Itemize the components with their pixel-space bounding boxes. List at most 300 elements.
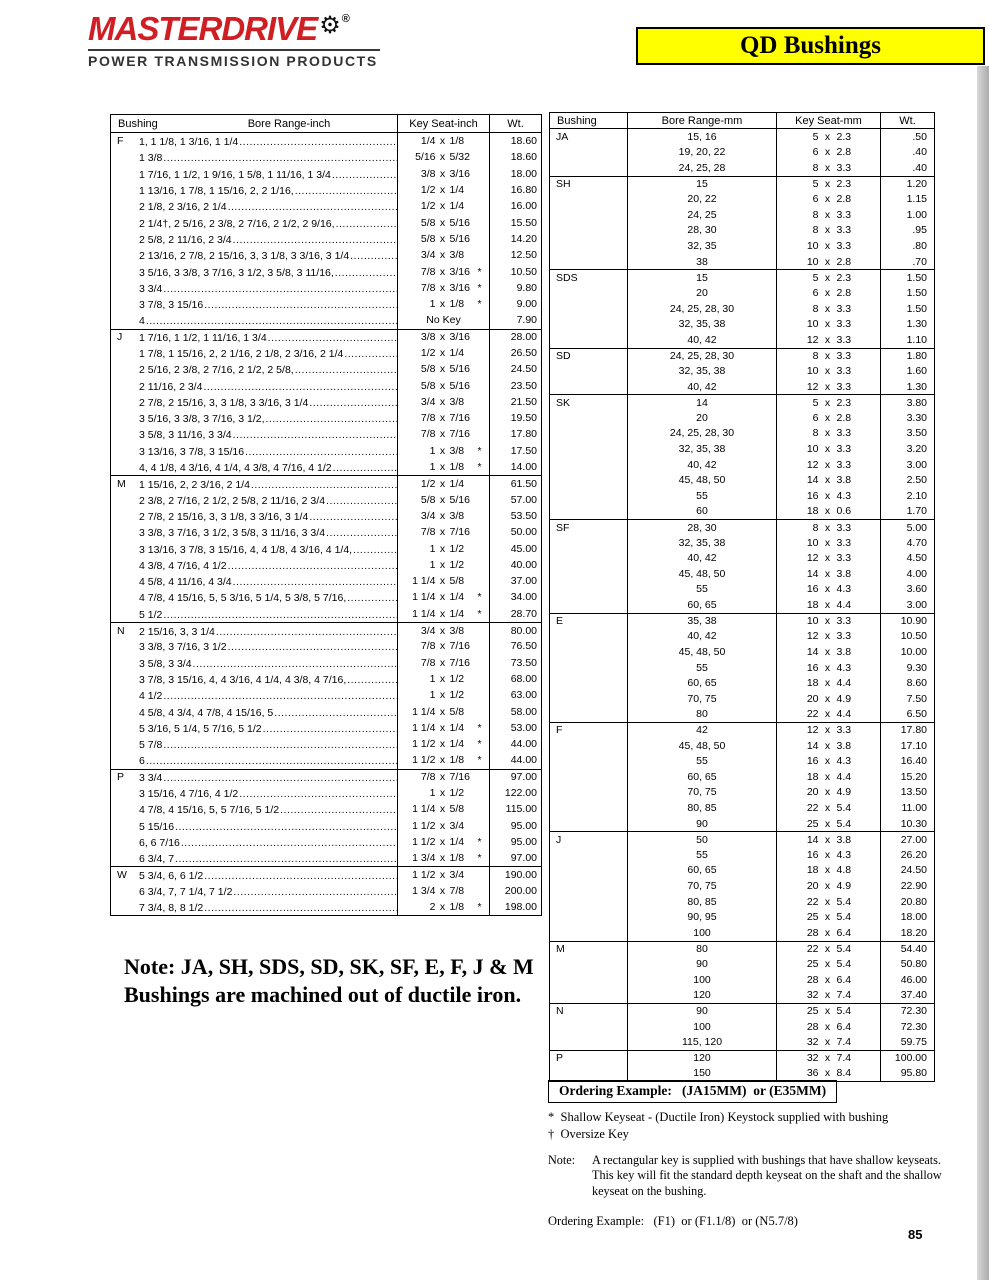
bore-range-cell: 2 7/8, 2 15/16, 3, 3 1/8, 3 3/16, 3 1/4 ..... — [139, 395, 397, 409]
weight-cell: 22.90 — [880, 878, 934, 894]
key-seat-cell: 5 x 2.3 — [776, 395, 880, 410]
table-row — [111, 410, 541, 426]
table-row — [111, 703, 541, 719]
table-row — [550, 1050, 934, 1066]
weight-cell: 76.50 — [489, 638, 541, 654]
table-row — [550, 457, 934, 473]
bushing-code-cell — [550, 550, 628, 566]
bushing-code-cell — [550, 191, 628, 207]
registered-trademark-icon: ® — [341, 13, 350, 25]
weight-cell: 53.00 — [489, 720, 541, 736]
key-seat-cell: 10 x 3.3 — [776, 238, 880, 254]
weight-cell: 46.00 — [880, 972, 934, 988]
weight-cell: 11.00 — [880, 800, 934, 816]
weight-cell: 198.00 — [489, 899, 541, 915]
bore-range-cell: 20, 22 — [687, 193, 717, 206]
table-row — [111, 345, 541, 361]
dot-leader — [163, 739, 397, 751]
bushing-code-cell — [111, 426, 139, 442]
table-row — [550, 207, 934, 223]
bore-range-cell: 40, 42 — [687, 380, 717, 393]
bushing-code-cell — [550, 316, 628, 332]
key-seat-cell: 1 1/2 x 1/4 * — [397, 834, 489, 850]
table-row — [550, 504, 934, 520]
weight-cell: 19.50 — [489, 410, 541, 426]
table-row — [550, 472, 934, 488]
key-seat-cell: 1 1/2 x 1/4 * — [397, 736, 489, 752]
key-seat-cell: 14 x 3.8 — [776, 832, 880, 847]
bushing-code-cell — [550, 207, 628, 223]
weight-cell: 27.00 — [880, 832, 934, 847]
table-row — [550, 410, 934, 426]
table-row — [550, 254, 934, 270]
weight-cell: 2.10 — [880, 488, 934, 504]
weight-cell: 3.50 — [880, 426, 934, 442]
key-seat-cell: 18 x 4.8 — [776, 863, 880, 879]
weight-cell: 63.00 — [489, 687, 541, 703]
bore-range-cell: 45, 48, 50 — [678, 474, 726, 487]
key-seat-cell: 10 x 2.8 — [776, 254, 880, 270]
key-seat-cell: 1 1/4 x 5/8 — [397, 801, 489, 817]
table-row — [111, 524, 541, 540]
dot-leader — [266, 413, 397, 425]
key-seat-cell: 28 x 6.4 — [776, 972, 880, 988]
table-row — [111, 329, 541, 345]
bore-range-cell: 90 — [696, 1005, 708, 1018]
weight-cell: 72.30 — [880, 1019, 934, 1035]
weight-cell: 58.00 — [489, 703, 541, 719]
bushing-code-cell — [550, 629, 628, 645]
key-seat-cell: 14 x 3.8 — [776, 566, 880, 582]
key-seat-cell: 16 x 4.3 — [776, 582, 880, 598]
key-seat-cell: 1 1/4 x 1/4 * — [397, 589, 489, 605]
weight-cell: 18.00 — [880, 909, 934, 925]
dot-leader — [203, 381, 397, 393]
bore-range-cell: 2 7/8, 2 15/16, 3, 3 1/8, 3 3/16, 3 1/4 ..... — [139, 509, 397, 523]
weight-cell: 24.50 — [880, 863, 934, 879]
table-row — [550, 550, 934, 566]
dot-leader — [146, 755, 397, 767]
key-seat-cell: 36 x 8.4 — [776, 1066, 880, 1082]
bore-range-cell: 3 5/8, 3 3/4 ..... — [139, 656, 397, 670]
bushing-code-cell — [550, 254, 628, 270]
table-row — [550, 894, 934, 910]
header-bushing: Bushing — [118, 117, 158, 130]
bushing-code-cell — [550, 707, 628, 723]
ductile-iron-note: Note: JA, SH, SDS, SD, SK, SF, E, F, J & M Bushings are machined out of ductile iron. — [124, 954, 534, 1008]
dot-leader — [309, 397, 397, 409]
bore-range-cell: 60, 65 — [687, 770, 717, 783]
key-seat-cell: 20 x 4.9 — [776, 691, 880, 707]
weight-cell: 13.50 — [880, 785, 934, 801]
weight-cell: 10.00 — [880, 644, 934, 660]
bushing-code-cell — [111, 785, 139, 801]
header-bushing: Bushing — [550, 113, 628, 128]
dot-leader — [233, 886, 397, 898]
table-row — [111, 426, 541, 442]
bore-range-cell: 3 3/8, 3 7/16, 3 1/2 ..... — [139, 639, 397, 653]
bushing-code-cell — [111, 492, 139, 508]
weight-cell: 10.50 — [880, 629, 934, 645]
bore-range-cell: 70, 75 — [687, 786, 717, 799]
bore-range-cell: 6 3/4, 7 ..... — [139, 851, 397, 865]
bore-range-cell: 60, 65 — [687, 677, 717, 690]
note-label: Note: — [548, 1153, 576, 1167]
bushing-code-cell — [550, 160, 628, 176]
key-seat-cell: 22 x 4.4 — [776, 707, 880, 723]
bushing-code-cell — [550, 145, 628, 161]
key-seat-cell: 3/8 x 3/16 — [397, 166, 489, 182]
bore-range-cell: 115, 120 — [681, 1036, 723, 1049]
bore-range-cell: 4, 4 1/8, 4 3/16, 4 1/4, 4 3/8, 4 7/16, 4 1/2 ..... — [139, 460, 397, 474]
bore-range-cell: 80, 85 — [687, 802, 717, 814]
key-seat-cell: 6 x 2.8 — [776, 145, 880, 161]
bore-range-cell: 6 3/4, 7, 7 1/4, 7 1/2 ..... — [139, 884, 397, 898]
bushing-code-cell: P — [117, 771, 125, 784]
bushing-code-cell — [111, 247, 139, 263]
weight-cell: 95.00 — [489, 834, 541, 850]
key-seat-cell: 8 x 3.3 — [776, 160, 880, 176]
weight-cell: 1.00 — [880, 207, 934, 223]
weight-cell: 73.50 — [489, 655, 541, 671]
key-seat-cell: 14 x 3.8 — [776, 644, 880, 660]
bore-range-cell: 60, 65 — [687, 599, 717, 612]
footnote-shallow-keyseat: * Shallow Keyseat - (Ductile Iron) Keystock supplied with bushing — [548, 1110, 889, 1124]
table-row — [550, 176, 934, 192]
table-row — [550, 238, 934, 254]
weight-cell: 18.00 — [489, 166, 541, 182]
key-seat-cell: 1 x 1/2 — [397, 540, 489, 556]
key-seat-cell: 3/8 x 3/16 — [397, 330, 489, 345]
bore-range-cell: 24, 25, 28, 30 — [669, 427, 735, 440]
page-number: 85 — [908, 1227, 923, 1242]
table-row — [550, 332, 934, 348]
bushing-code-cell — [111, 687, 139, 703]
key-seat-cell: 22 x 5.4 — [776, 894, 880, 910]
bushing-code-cell — [550, 379, 628, 395]
bore-range-cell: 7 3/4, 8, 8 1/2 ..... — [139, 900, 397, 914]
bushing-code-cell — [111, 703, 139, 719]
key-seat-cell: 5/8 x 5/16 — [397, 377, 489, 393]
weight-cell: 3.60 — [880, 582, 934, 598]
footnote-oversize-key: † Oversize Key — [548, 1126, 629, 1141]
table-row — [550, 769, 934, 785]
table-row — [111, 736, 541, 752]
bore-range-cell: 24, 25, 28, 30 — [669, 302, 735, 315]
table-row — [111, 850, 541, 866]
bore-range-cell: 50 — [696, 833, 708, 846]
table-row — [111, 492, 541, 508]
dot-leader — [163, 152, 397, 164]
bore-range-cell: 90, 95 — [687, 911, 717, 924]
key-seat-cell: 7/8 x 7/16 — [397, 655, 489, 671]
weight-cell: 10.50 — [489, 263, 541, 279]
logo-tagline: POWER TRANSMISSION PRODUCTS — [88, 49, 380, 69]
weight-cell: 1.80 — [880, 349, 934, 364]
table-row — [550, 878, 934, 894]
table-row — [111, 671, 541, 687]
table-row — [550, 847, 934, 863]
weight-cell: 10.90 — [880, 614, 934, 629]
bushing-code-cell — [550, 441, 628, 457]
bore-range-cell: 100 — [693, 1020, 711, 1033]
table-row — [550, 145, 934, 161]
key-seat-cell: 7/8 x 3/16 * — [397, 263, 489, 279]
table-row — [111, 638, 541, 654]
bushing-code-cell — [111, 524, 139, 540]
key-seat-cell: 12 x 3.3 — [776, 723, 880, 738]
table-row — [550, 660, 934, 676]
key-seat-cell: 1 x 1/2 — [397, 671, 489, 687]
bore-range-cell: 55 — [696, 489, 708, 502]
dot-leader — [228, 560, 397, 572]
bushing-code-cell — [111, 443, 139, 459]
key-seat-cell: 32 x 7.4 — [776, 1051, 880, 1066]
table-row — [550, 956, 934, 972]
bore-range-cell: 6 ..... — [139, 753, 397, 767]
bushing-code-cell — [550, 894, 628, 910]
table-row — [111, 801, 541, 817]
dot-leader — [175, 853, 397, 865]
weight-cell: 18.20 — [880, 925, 934, 941]
weight-cell: 61.50 — [489, 476, 541, 491]
key-seat-cell: 1 1/2 x 1/8 * — [397, 752, 489, 768]
key-seat-cell: 25 x 5.4 — [776, 956, 880, 972]
bore-range-cell: 1, 1 1/8, 1 3/16, 1 1/4 ..... — [139, 134, 397, 148]
weight-cell: 28.00 — [489, 330, 541, 345]
bushing-code-cell — [111, 361, 139, 377]
key-seat-cell: 1 x 3/8 * — [397, 443, 489, 459]
dot-leader — [204, 902, 397, 914]
weight-cell: 44.00 — [489, 736, 541, 752]
bushing-code-cell — [111, 817, 139, 833]
key-seat-cell: 1 1/2 x 3/4 — [397, 867, 489, 882]
bore-range-cell: 120 — [693, 989, 711, 1002]
bushing-code-cell — [550, 769, 628, 785]
bore-range-cell: 40, 42 — [687, 552, 717, 565]
key-seat-cell: 8 x 3.3 — [776, 223, 880, 239]
key-seat-cell: 32 x 7.4 — [776, 1034, 880, 1050]
table-row — [550, 1003, 934, 1019]
weight-cell: 50.80 — [880, 956, 934, 972]
bushing-code-cell: J — [117, 331, 123, 344]
bore-range-cell: 6, 6 7/16 ..... — [139, 835, 397, 849]
table-row — [550, 191, 934, 207]
bushing-code-cell: SH — [550, 177, 628, 192]
key-seat-cell: 22 x 5.4 — [776, 800, 880, 816]
weight-cell: 3.00 — [880, 597, 934, 613]
bushing-code-cell: E — [550, 614, 628, 629]
table-row — [550, 675, 934, 691]
table-row — [111, 198, 541, 214]
bore-range-cell: 70, 75 — [687, 692, 717, 705]
footnotes — [548, 1109, 888, 1143]
bore-range-cell: 2 1/4†, 2 5/16, 2 3/8, 2 7/16, 2 1/2, 2 9/16, ..... — [139, 216, 397, 230]
table-row — [111, 866, 541, 882]
weight-cell: 54.40 — [880, 942, 934, 957]
bore-range-cell: 3 3/4 ..... — [139, 770, 397, 784]
bore-range-cell: 3 5/16, 3 3/8, 3 7/16, 3 1/2, ..... — [139, 411, 397, 425]
weight-cell: 16.00 — [489, 198, 541, 214]
bore-range-cell: 2 13/16, 2 7/8, 2 15/16, 3, 3 1/8, 3 3/16, 3 1/4 ..... — [139, 248, 397, 262]
bushing-code-cell: M — [550, 942, 628, 957]
bore-range-cell: 150 — [693, 1067, 711, 1080]
weight-cell: 44.00 — [489, 752, 541, 768]
dot-leader — [181, 837, 397, 849]
weight-cell: 3.80 — [880, 395, 934, 410]
key-seat-cell: 5/8 x 5/16 — [397, 492, 489, 508]
table-row — [550, 535, 934, 551]
dot-leader — [295, 185, 397, 197]
table-row — [111, 655, 541, 671]
key-seat-cell: 5 x 2.3 — [776, 129, 880, 145]
header-key-seat-mm: Key Seat-mm — [776, 113, 880, 128]
bore-range-cell: 2 15/16, 3, 3 1/4 ..... — [139, 624, 397, 638]
bore-range-cell: 3 5/16, 3 3/8, 3 7/16, 3 1/2, 3 5/8, 3 11/16, ..... — [139, 265, 397, 279]
page-edge-shading — [977, 66, 989, 1280]
bore-range-cell: 55 — [696, 661, 708, 674]
key-seat-cell: 8 x 3.3 — [776, 349, 880, 364]
bushing-code-cell — [550, 457, 628, 473]
dot-leader — [163, 283, 397, 295]
key-seat-cell: 5 x 2.3 — [776, 177, 880, 192]
bushing-code-cell — [550, 800, 628, 816]
key-seat-cell: 18 x 4.4 — [776, 675, 880, 691]
key-seat-cell: 14 x 3.8 — [776, 472, 880, 488]
table-row — [111, 312, 541, 328]
key-seat-cell: 5/8 x 5/16 — [397, 231, 489, 247]
table-row — [111, 817, 541, 833]
inch-table-header — [111, 115, 541, 133]
bore-range-cell: 3 7/8, 3 15/16 ..... — [139, 297, 397, 311]
bore-range-cell: 5 3/16, 5 1/4, 5 7/16, 5 1/2 ..... — [139, 721, 397, 735]
bore-range-cell: 42 — [696, 724, 708, 737]
bushing-code-cell — [550, 847, 628, 863]
weight-cell: 8.60 — [880, 675, 934, 691]
bushing-code-cell — [111, 655, 139, 671]
bushing-code-cell: SF — [550, 520, 628, 535]
weight-cell: .95 — [880, 223, 934, 239]
table-row — [550, 488, 934, 504]
bushing-code-cell — [550, 363, 628, 379]
bushing-code-cell — [111, 720, 139, 736]
bore-range-cell: 55 — [696, 848, 708, 861]
weight-cell: 53.50 — [489, 508, 541, 524]
table-row — [111, 606, 541, 622]
key-seat-cell: 7/8 x 7/16 — [397, 524, 489, 540]
weight-cell: 57.00 — [489, 492, 541, 508]
weight-cell: 1.15 — [880, 191, 934, 207]
bore-range-cell: 38 — [696, 255, 708, 268]
table-row — [111, 899, 541, 915]
bushing-code-cell — [550, 1019, 628, 1035]
table-row — [111, 459, 541, 475]
table-row — [111, 394, 541, 410]
dot-leader — [326, 495, 397, 507]
dot-leader — [146, 315, 397, 327]
bushing-code-cell — [550, 504, 628, 520]
table-row — [550, 129, 934, 145]
key-seat-cell: 10 x 3.3 — [776, 535, 880, 551]
weight-cell: 95.00 — [489, 817, 541, 833]
bushing-code-cell — [111, 850, 139, 866]
inch-bushing-table — [110, 114, 542, 916]
weight-cell: 10.30 — [880, 816, 934, 832]
bushing-code-cell — [111, 606, 139, 622]
weight-cell: 9.30 — [880, 660, 934, 676]
bushing-code-cell — [550, 1034, 628, 1050]
weight-cell: 1.50 — [880, 301, 934, 317]
table-row — [550, 644, 934, 660]
bore-range-cell: 40, 42 — [687, 333, 717, 346]
bushing-code-cell — [111, 263, 139, 279]
key-seat-cell: 1 x 1/8 * — [397, 296, 489, 312]
weight-cell: 17.10 — [880, 738, 934, 754]
bushing-code-cell — [111, 573, 139, 589]
bushing-code-cell — [111, 589, 139, 605]
weight-cell: 17.50 — [489, 443, 541, 459]
dot-leader — [175, 821, 397, 833]
weight-cell: 4.70 — [880, 535, 934, 551]
mm-bushing-table — [549, 112, 935, 1082]
weight-cell: 3.30 — [880, 410, 934, 426]
key-seat-cell: 7/8 x 7/16 — [397, 426, 489, 442]
table-row — [550, 972, 934, 988]
table-row — [111, 883, 541, 899]
bore-range-cell: 4 1/2 ..... — [139, 688, 397, 702]
bore-range-cell: 3 7/8, 3 15/16, 4, 4 3/16, 4 1/4, 4 3/8, 4 7/16, ..... — [139, 672, 397, 686]
bore-range-cell: 32, 35, 38 — [678, 536, 726, 549]
bushing-code-cell — [550, 785, 628, 801]
bushing-code-cell: SDS — [550, 270, 628, 285]
table-row — [111, 720, 541, 736]
bushing-code-cell — [111, 671, 139, 687]
bushing-code-cell: W — [117, 869, 127, 881]
key-seat-cell: 1 3/4 x 1/8 * — [397, 850, 489, 866]
bushing-code-cell: SD — [550, 349, 628, 364]
table-row — [550, 566, 934, 582]
bushing-code-cell: JA — [550, 129, 628, 145]
bushing-code-cell — [111, 557, 139, 573]
dot-leader — [228, 641, 397, 653]
key-seat-cell: 12 x 3.3 — [776, 457, 880, 473]
weight-cell: 26.20 — [880, 847, 934, 863]
weight-cell: 7.90 — [489, 312, 541, 328]
weight-cell: 12.50 — [489, 247, 541, 263]
dot-leader — [268, 332, 397, 344]
weight-cell: 4.00 — [880, 566, 934, 582]
bushing-code-cell — [111, 752, 139, 768]
bushing-code-cell — [550, 878, 628, 894]
dot-leader — [228, 201, 397, 213]
key-seat-cell: 1 x 1/8 * — [397, 459, 489, 475]
table-row — [111, 540, 541, 556]
key-seat-cell: 12 x 3.3 — [776, 550, 880, 566]
bushing-code-cell — [111, 394, 139, 410]
table-row — [550, 582, 934, 598]
dot-leader — [163, 609, 397, 621]
bore-range-cell: 5 15/16 ..... — [139, 819, 397, 833]
table-row — [550, 941, 934, 957]
masterdrive-logo — [88, 12, 380, 69]
bushing-code-cell — [111, 736, 139, 752]
table-row — [550, 441, 934, 457]
bore-range-cell: 60, 65 — [687, 864, 717, 877]
header-weight: Wt. — [489, 115, 541, 132]
weight-cell: 17.80 — [880, 723, 934, 738]
dot-leader — [233, 234, 397, 246]
bushing-code-cell — [550, 972, 628, 988]
